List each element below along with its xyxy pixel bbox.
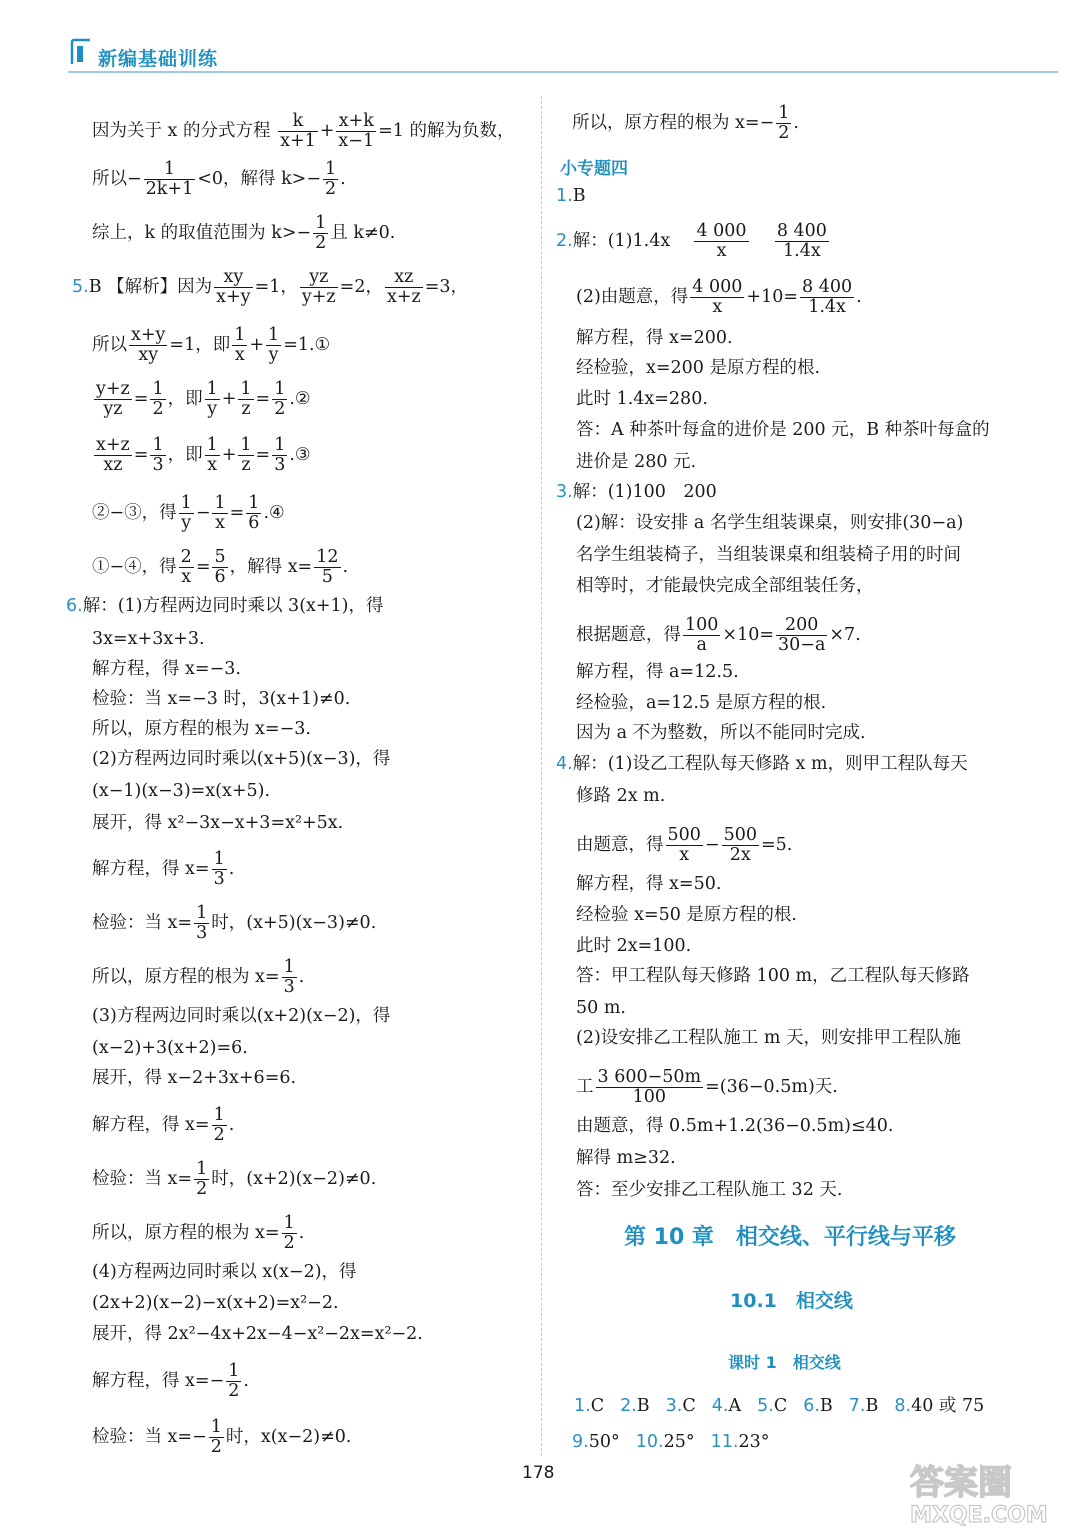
svg-text:答案圈: 答案圈 — [910, 1463, 1012, 1503]
right-line-19: 修路 2x m. — [576, 786, 666, 806]
right-line-23: 此时 2x=100. — [576, 936, 692, 956]
answer-item — [757, 1396, 787, 1416]
answer-value: C — [682, 1396, 696, 1416]
left-line-16: (x−1)(x−3)=x(x+5). — [92, 781, 271, 801]
answer-value: C — [590, 1396, 605, 1416]
answer-value: 25° — [663, 1432, 695, 1452]
left-line-17: 展开，得 x²−3x−x+3=x²+5x. — [92, 813, 344, 833]
question-6: 6.解：(1)方程两边同时乘以 3(x+1)，得 — [66, 596, 384, 616]
right-line-16: 经检验，a=12.5 是原方程的根. — [576, 693, 827, 713]
right-line-4: (2)由题意，得 $\frac{4 000}{x}$ +10= $\frac{8 400}{1.4x}$ . — [576, 277, 862, 317]
subtopic-heading: 小专题四 — [560, 159, 628, 179]
right-line-29: 解得 m≥32. — [576, 1148, 676, 1168]
left-line-3: 综上，k 的取值范围为 k>− $\frac{1}{2}$ 且 k≠0. — [92, 213, 396, 253]
left-line-31: 检验：当 x=− $\frac{1}{2}$ 时，x(x−2)≠0. — [92, 1417, 352, 1457]
left-line-28: (2x+2)(x−2)−x(x+2)=x²−2. — [92, 1293, 339, 1313]
left-line-11: 3x=x+3x+3. — [92, 629, 205, 649]
answer-item — [711, 1432, 770, 1452]
left-line-25: 检验：当 x= $\frac{1}{2}$ 时，(x+2)(x−2)≠0. — [92, 1159, 377, 1199]
lesson-title: 课时 1 相交线 — [728, 1353, 841, 1372]
left-line-5: 所以 $\frac{x+y}{xy}$ =1，即 $\frac{1}{x}$ + $\frac{1}{y}$ =1.① — [92, 325, 331, 365]
right-line-14: 根据题意，得 $\frac{100}{a}$ ×10= $\frac{200}{30-a}$ ×7. — [576, 615, 861, 655]
book-logo-icon — [70, 38, 92, 66]
right-line-30: 答：至少安排乙工程队施工 32 天. — [576, 1180, 843, 1200]
right-line-13: 相等时，才能最快完成全部组装任务， — [576, 576, 874, 596]
right-line-26: (2)设安排乙工程队施工 m 天，则安排甲工程队施 — [576, 1028, 962, 1048]
answer-value: 40 或 75 — [911, 1396, 985, 1416]
answers-row-2 — [572, 1430, 785, 1454]
answers-row-1 — [574, 1394, 1000, 1418]
answer-number: 1. — [574, 1396, 591, 1416]
left-line-20: 所以，原方程的根为 x= $\frac{1}{3}$ . — [92, 957, 305, 997]
right-line-27: 工 $\frac{3 600-50m}{100}$ =(36−0.5m)天. — [576, 1067, 838, 1107]
page-number: 178 — [522, 1463, 555, 1483]
left-line-15: (2)方程两边同时乘以(x+5)(x−3)，得 — [92, 749, 391, 769]
column-divider — [541, 96, 542, 1456]
left-line-18: 解方程，得 x= $\frac{1}{3}$ . — [92, 849, 235, 889]
answer-number: 11. — [710, 1432, 739, 1452]
right-line-5: 解方程，得 x=200. — [576, 328, 733, 348]
right-line-6: 经检验，x=200 是原方程的根. — [576, 358, 821, 378]
answer-value: B — [819, 1396, 833, 1416]
left-line-29: 展开，得 2x²−4x+2x−4−x²−2x=x²−2. — [92, 1324, 423, 1344]
right-line-15: 解方程，得 a=12.5. — [576, 662, 739, 682]
section-title: 10.1 相交线 — [730, 1290, 853, 1312]
answer-value: B — [865, 1396, 879, 1416]
right-line-1: 所以，原方程的根为 x=− $\frac{1}{2}$ . — [572, 103, 799, 143]
left-line-6: $\frac{y+z}{yz}$ = $\frac{1}{2}$ ，即 $\frac{1}{y}$ + $\frac{1}{z}$ = $\frac{1}{2}$ .② — [96, 379, 311, 419]
left-line-2: 所以− $\frac{1}{2k+1}$ <0，解得 k>− $\frac{1}{2}$ . — [92, 159, 346, 199]
answer-value: B — [636, 1396, 650, 1416]
watermark-logo — [906, 1456, 1056, 1528]
answer-4: 4.解：(1)设乙工程队每天修路 x m，则甲工程队每天 — [556, 754, 968, 774]
page-header — [0, 0, 1082, 80]
right-line-24: 答：甲工程队每天修路 100 m，乙工程队每天修路 — [576, 966, 970, 986]
answer-value: C — [773, 1396, 788, 1416]
answer-number: 8. — [894, 1396, 912, 1416]
answer-item — [574, 1396, 604, 1416]
left-line-24: 解方程，得 x= $\frac{1}{2}$ . — [92, 1105, 235, 1145]
header-rule — [68, 71, 1058, 73]
answer-value: 50° — [588, 1432, 620, 1452]
answer-2: 2.解：(1)1.4x $\frac{4 000}{x}$ $\frac{8 400}{1.4x}$ — [556, 221, 827, 261]
answer-number: 5. — [757, 1396, 774, 1416]
answer-number: 6. — [803, 1396, 820, 1416]
left-line-14: 所以，原方程的根为 x=−3. — [92, 719, 311, 739]
answer-item — [849, 1396, 879, 1416]
right-line-21: 解方程，得 x=50. — [576, 874, 722, 894]
left-line-13: 检验：当 x=−3 时，3(x+1)≠0. — [92, 689, 351, 709]
left-line-21: (3)方程两边同时乘以(x+2)(x−2)，得 — [92, 1006, 391, 1026]
answer-number: 9. — [572, 1432, 589, 1452]
answer-item — [803, 1396, 833, 1416]
right-line-9: 进价是 280 元. — [576, 452, 697, 472]
answer-number: 10. — [635, 1432, 664, 1452]
answer-3: 3.解：(1)100 200 — [556, 482, 717, 502]
left-line-1: 因为关于 x 的分式方程 $\frac{k}{x+1}$ + $\frac{x+k}{x-1}$ =1 的解为负数， — [92, 111, 515, 151]
left-line-30: 解方程，得 x=− $\frac{1}{2}$ . — [92, 1361, 249, 1401]
answer-item — [712, 1396, 741, 1416]
left-line-19: 检验：当 x= $\frac{1}{3}$ 时，(x+5)(x−3)≠0. — [92, 903, 377, 943]
answer-item — [572, 1432, 620, 1452]
question-5: 5.B 【解析】因为 $\frac{xy}{x+y}$ =1， $\frac{yz}{y+z}$ =2， $\frac{xz}{x+z}$ =3， — [72, 267, 469, 307]
left-line-23: 展开，得 x−2+3x+6=6. — [92, 1068, 297, 1088]
right-line-17: 因为 a 不为整数，所以不能同时完成. — [576, 723, 866, 743]
answer-number: 7. — [848, 1396, 866, 1416]
left-line-7: $\frac{x+z}{xz}$ = $\frac{1}{3}$ ，即 $\frac{1}{x}$ + $\frac{1}{z}$ = $\frac{1}{3}$ .③ — [96, 435, 311, 475]
right-line-7: 此时 1.4x=280. — [576, 389, 708, 409]
chapter-title: 第 10 章 相交线、平行线与平移 — [624, 1225, 956, 1250]
answer-number: 4. — [711, 1396, 729, 1416]
right-line-11: (2)解：设安排 a 名学生组装课桌，则安排(30−a) — [576, 513, 964, 533]
left-line-8: ②−③，得 $\frac{1}{y}$ − $\frac{1}{x}$ = $\frac{1}{6}$ .④ — [92, 493, 285, 533]
right-line-22: 经检验 x=50 是原方程的根. — [576, 905, 797, 925]
right-line-28: 由题意，得 0.5m+1.2(36−0.5m)≤40. — [576, 1116, 894, 1136]
right-line-20: 由题意，得 $\frac{500}{x}$ − $\frac{500}{2x}$ =5. — [576, 825, 793, 865]
left-line-9: ①−④，得 $\frac{2}{x}$ = $\frac{5}{6}$ ，解得 x= $\frac{12}{5}$ . — [92, 547, 349, 587]
answer-item — [620, 1396, 650, 1416]
answer-item — [894, 1396, 984, 1416]
left-line-12: 解方程，得 x=−3. — [92, 659, 241, 679]
left-line-27: (4)方程两边同时乘以 x(x−2)，得 — [92, 1262, 357, 1282]
answer-item — [666, 1396, 696, 1416]
right-line-8: 答：A 种茶叶每盒的进价是 200 元，B 种茶叶每盒的 — [576, 420, 990, 440]
book-title: 新编基础训练 — [98, 48, 219, 70]
left-line-26: 所以，原方程的根为 x= $\frac{1}{2}$ . — [92, 1213, 305, 1253]
answer-item — [636, 1432, 695, 1452]
right-line-25: 50 m. — [576, 998, 626, 1018]
answer-number: 3. — [665, 1396, 683, 1416]
answer-number: 2. — [620, 1396, 637, 1416]
answer-1: 1.B — [556, 186, 586, 206]
answer-value: 23° — [738, 1432, 770, 1452]
answer-value: A — [728, 1396, 742, 1416]
right-line-12: 名学生组装椅子，当组装课桌和组装椅子用的时间 — [576, 545, 961, 565]
svg-text:MXQE.COM: MXQE.COM — [910, 1503, 1048, 1528]
left-line-22: (x−2)+3(x+2)=6. — [92, 1038, 248, 1058]
